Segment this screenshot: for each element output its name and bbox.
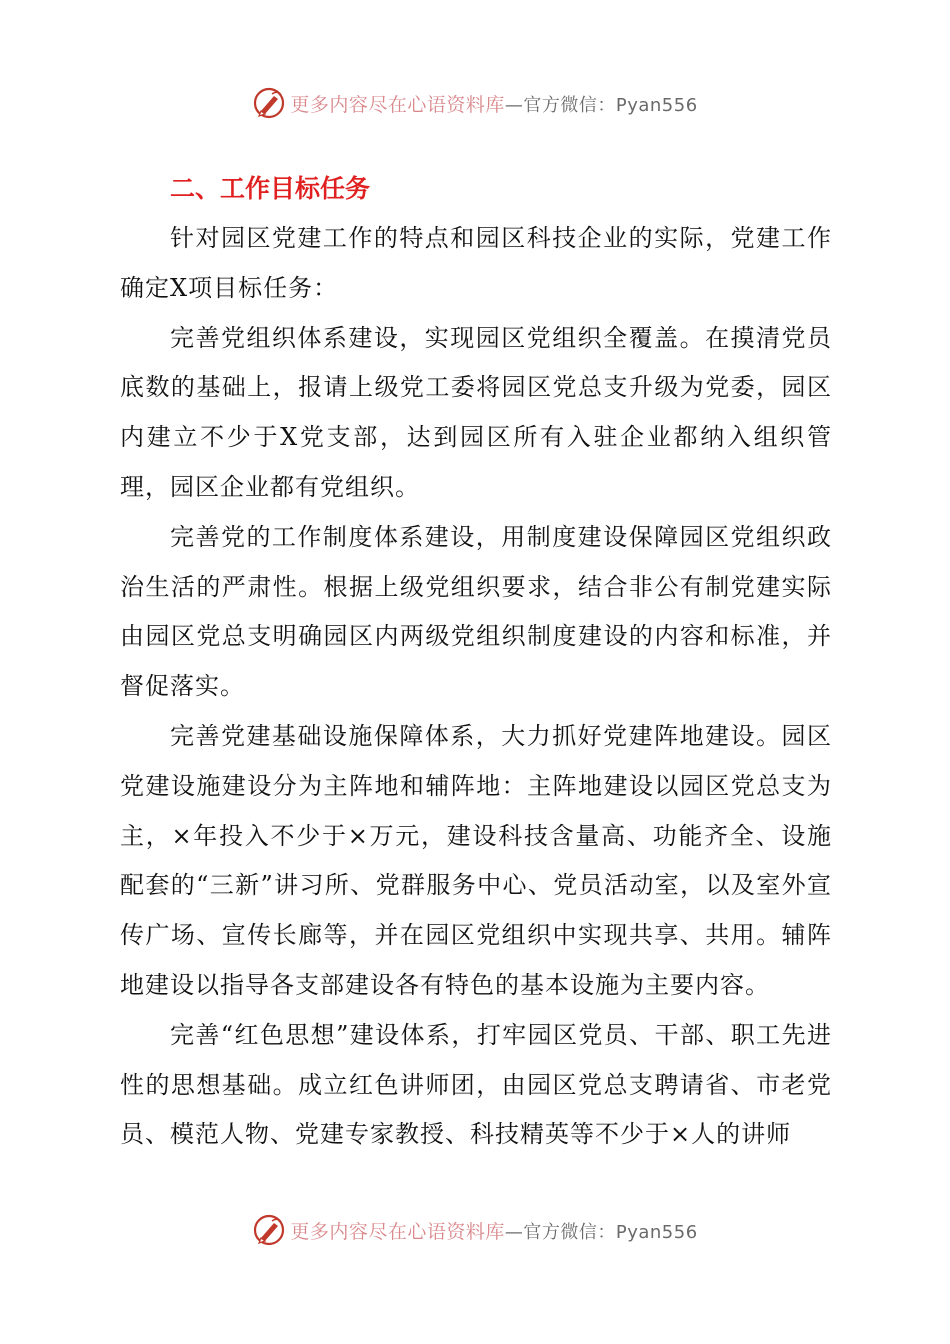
paragraph-organization: 完善党组织体系建设，实现园区党组织全覆盖。在摸清党员底数的基础上，报请上级党工委将园区党总支升级为党委，园区内建立不少于X党支部，达到园区所有入驻企业都纳入组织管理，园区企业都有党组织。 [120,323,832,501]
paragraph-system: 完善党的工作制度体系建设，用制度建设保障园区党组织政治生活的严肃性。根据上级党组织要求，结合非公有制党建实际由园区党总支明确园区内两级党组织制度建设的内容和标准，并督促落实。 [120,522,832,701]
watermark-text [290,1217,697,1244]
watermark-text-gray: —官方微信：Pyan556 [504,1221,698,1243]
paragraph-facilities: 完善党建基础设施保障体系，大力抓好党建阵地建设。园区党建设施建设分为主阵地和辅阵地：主阵地建设以园区党总支为主，×年投入不少于×万元，建设科技含量高、功能齐全、设施配套的“三新”讲习所、党群服务中心、党员活动室，以及室外宣传广场、宣传长廊等，并在园区党组织中实现共享、共用。辅阵地建设以指导各支部建设各有特色的基本设施为主要内容。 [120,721,832,999]
pen-logo-icon [252,1213,286,1247]
watermark-banner-top [0,83,950,123]
paragraph-intro: 针对园区党建工作的特点和园区科技企业的实际，党建工作确定X项目标任务： [120,224,832,302]
pen-logo-icon [252,86,286,120]
watermark-text-gray: —官方微信：Pyan556 [504,94,698,116]
document-body [120,164,832,1160]
watermark-text-red: 更多内容尽在心语资料库 [290,1220,505,1243]
watermark-text-red: 更多内容尽在心语资料库 [290,93,505,116]
watermark-banner-bottom [0,1210,950,1250]
section-heading: 二、工作目标任务 [170,174,371,203]
paragraph-red-thought: 完善“红色思想”建设体系，打牢园区党员、干部、职工先进性的思想基础。成立红色讲师团，由园区党总支聘请省、市老党员、模范人物、党建专家教授、科技精英等不少于×人的讲师 [120,1020,832,1149]
watermark-text [290,90,697,117]
